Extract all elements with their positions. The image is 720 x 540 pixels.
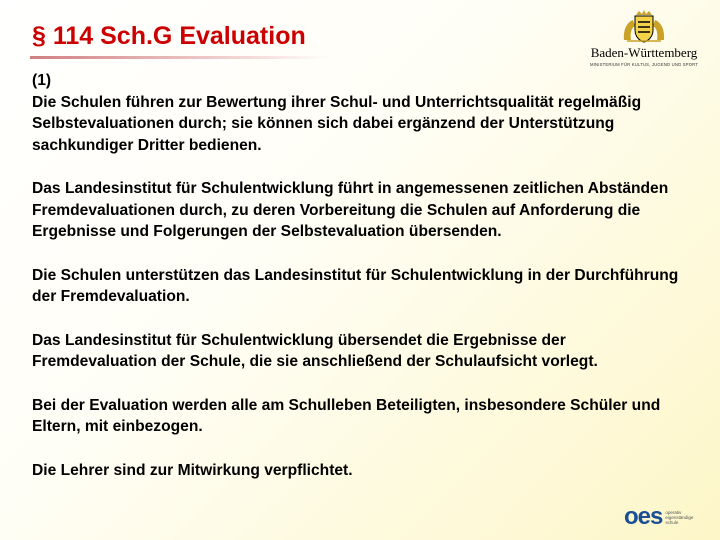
oes-mark: oes — [624, 503, 663, 530]
ministry-name: MINISTERIUM FÜR KULTUS, JUGEND UND SPORT — [589, 62, 699, 67]
oes-caption-line3: schule — [665, 519, 679, 525]
paragraph-6: Die Lehrer sind zur Mitwirkung verpflichtet. — [32, 461, 353, 479]
oes-caption — [665, 510, 693, 525]
paragraph-5: Bei der Evaluation werden alle am Schulleben Beteiligten, insbesondere Schüler und Eltern, mit einbezogen. — [32, 396, 661, 435]
oes-logo — [624, 503, 694, 530]
coat-of-arms-icon — [621, 10, 667, 44]
baden-wuerttemberg-logo — [578, 10, 710, 70]
paragraph-1: (1) Die Schulen führen zur Bewertung ihrer Schul- und Unterrichtsqualität regelmäßig Selbstevaluationen durch; sie können sich dabei ergänzend der Unterstützung sachkundiger Dritter bedienen. — [32, 72, 642, 154]
oes-caption-line1: operativ — [665, 509, 682, 515]
paragraph-3: Die Schulen unterstützen das Landesinstitut für Schulentwicklung in der Durchführung der Fremdevaluation. — [32, 266, 679, 305]
oes-caption-line2: eigenständige — [665, 514, 694, 520]
paragraph-2: Das Landesinstitut für Schulentwicklung führt in angemessenen zeitlichen Abständen Fremdevaluationen durch, zu deren Vorbereitung die Schulen auf Anforderung die Ergebnisse und Folgerungen der Selbstevaluation übersenden. — [32, 180, 669, 240]
paragraph-4: Das Landesinstitut für Schulentwicklung übersendet die Ergebnisse der Fremdevaluation der Schule, die sie anschließend der Schulaufsicht vorlegt. — [32, 331, 598, 370]
law-text — [32, 70, 692, 503]
page-title: § 114 Sch.G Evaluation — [32, 22, 306, 50]
title-underline — [30, 56, 330, 59]
state-name: Baden-Württemberg — [590, 45, 698, 60]
